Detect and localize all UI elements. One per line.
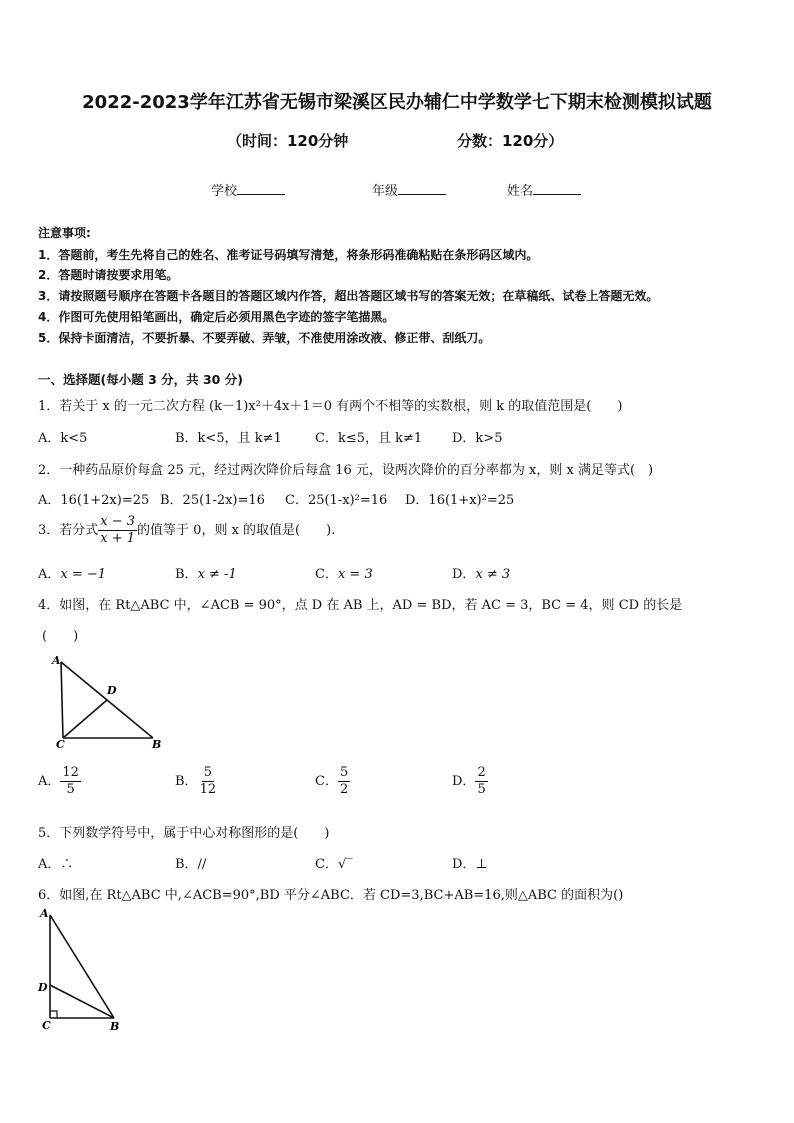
q4-option-b-den: 12 [199,782,217,797]
q4-option-b-fraction [198,765,219,798]
section-heading: 一、选择题(每小题 3 分，共 30 分) [38,372,243,387]
q4-option-a-num: 12 [62,765,79,780]
q6-label-c: C [42,1019,51,1032]
q6-triangle-figure [30,905,130,1035]
q4-option-c [315,765,350,798]
q3-option-c [315,563,373,582]
q5-option-c: C．√‾ [315,857,353,872]
q4-option-b-letter: B． [175,774,198,789]
q4-option-c-num: 5 [339,765,349,780]
q6-label-d: D [38,981,48,994]
q6-label-b: B [110,1020,120,1033]
name-label: 姓名 [507,184,534,199]
q1-option-b: B．k<5，且 k≠1 [175,431,282,446]
q1-option-d: D．k>5 [452,431,503,446]
q4-label-b: B [152,738,162,751]
q4-option-d [452,765,488,798]
q3-option-a [38,563,106,582]
school-field [211,180,285,199]
q3-prefix: 3．若分式 [38,523,99,538]
q4-triangle-figure [50,652,170,752]
q3-option-c-letter: C． [315,567,338,582]
q2-option-a: A．16(1+2x)=25 [38,493,150,508]
grade-field [372,180,446,199]
note-item-5: 5．保持卡面清洁，不要折暴、不要弄破、弄皱，不准使用涂改液、修正带、刮纸刀。 [38,331,491,345]
notes-heading: 注意事项: [38,226,91,240]
question-1-stem: 1．若关于 x 的一元二次方程 (k－1)x²＋4x＋1＝0 有两个不相等的实数根，则 k 的取值范围是( ) [38,399,623,414]
question-6-stem: 6．如图,在 Rt△ABC 中,∠ACB=90°,BD 平分∠ABC．若 CD=3,BC+AB=16,则△ABC 的面积为() [38,888,624,903]
q4-option-b-num: 5 [203,765,212,780]
note-item-2: 2．答题时请按要求用笔。 [38,268,179,282]
exam-time: （时间：120分钟 [227,132,349,150]
q4-option-a [38,765,81,798]
question-4-paren: ( ) [42,629,79,644]
school-label: 学校 [211,184,238,199]
q6-right-angle-mark [50,1011,57,1018]
q4-option-d-fraction [475,765,487,798]
q4-label-d: D [107,684,117,697]
q5-option-d: D．⊥ [452,857,488,872]
grade-label: 年级 [372,184,399,199]
note-item-4: 4．作图可先使用铅笔画出，确定后必须用黑色字迹的签字笔描黑。 [38,310,395,324]
question-5-stem: 5．下列数学符号中，属于中心对称图形的是( ) [38,826,330,841]
grade-blank [398,180,446,195]
q4-side-ac [61,662,63,738]
q3-option-d-letter: D． [452,567,476,582]
q4-option-b [175,765,218,798]
q2-option-d: D．16(1+x)²=25 [405,493,515,508]
q3-option-a-value: x = −1 [60,567,107,582]
note-item-3: 3．请按照题号顺序在答题卡各题目的答题区域内作答，超出答题区域书写的答案无效；在草稿纸、试卷上答题无效。 [38,289,659,303]
q4-option-a-letter: A． [38,774,61,789]
q4-option-c-den: 2 [339,782,349,797]
q1-option-c: C．k≤5，且 k≠1 [315,431,423,446]
q3-suffix: 的值等于 0，则 x 的取值是( ). [137,523,336,538]
q4-option-d-den: 5 [477,782,486,797]
q4-label-a: A [52,654,61,667]
q3-option-b [175,563,237,582]
q5-option-b: B．// [175,857,207,872]
q1-option-a: A．k<5 [38,431,88,446]
q3-option-c-value: x = 3 [337,567,373,582]
q3-numerator: x − 3 [100,514,136,529]
q4-label-c: C [56,738,65,751]
q6-label-a: A [40,907,49,920]
question-3-stem [38,514,335,547]
q4-option-a-fraction [60,765,81,798]
q4-option-c-letter: C． [315,774,338,789]
q4-option-a-den: 5 [66,782,75,797]
q3-denominator: x + 1 [100,531,136,546]
name-field [507,180,581,199]
note-item-1: 1．答题前，考生先将自己的姓名、准考证号码填写清楚，将条形码准确粘贴在条形码区域内。 [38,248,539,262]
exam-score: 分数：120分） [457,132,564,150]
question-2-stem: 2．一种药品原价每盒 25 元，经过两次降价后每盒 16 元，设两次降价的百分率都为 x，则 x 满足等式( ) [38,463,654,478]
question-4-stem: 4．如图，在 Rt△ABC 中，∠ACB = 90°，点 D 在 AB 上，AD = BD，若 AC = 3，BC = 4，则 CD 的长是 [38,598,683,613]
q3-option-d-value: x ≠ 3 [475,567,511,582]
q3-option-b-value: x ≠ -1 [197,567,237,582]
q4-option-c-fraction [338,765,350,798]
q2-option-c: C．25(1-x)²=16 [285,493,388,508]
q2-option-b: B．25(1-2x)=16 [160,493,265,508]
q4-segment-cd [63,700,107,738]
q3-fraction [98,514,137,547]
q4-option-d-num: 2 [477,765,486,780]
school-blank [237,180,285,195]
q3-option-a-letter: A． [38,567,61,582]
q4-option-d-letter: D． [452,774,476,789]
q5-option-a: A．∴ [38,857,74,872]
q3-option-d [452,563,510,582]
q3-option-b-letter: B． [175,567,198,582]
q6-side-ab [50,915,114,1018]
page-title: 2022-2023学年江苏省无锡市梁溪区民办辅仁中学数学七下期末检测模拟试题 [82,92,712,113]
name-blank [533,180,581,195]
